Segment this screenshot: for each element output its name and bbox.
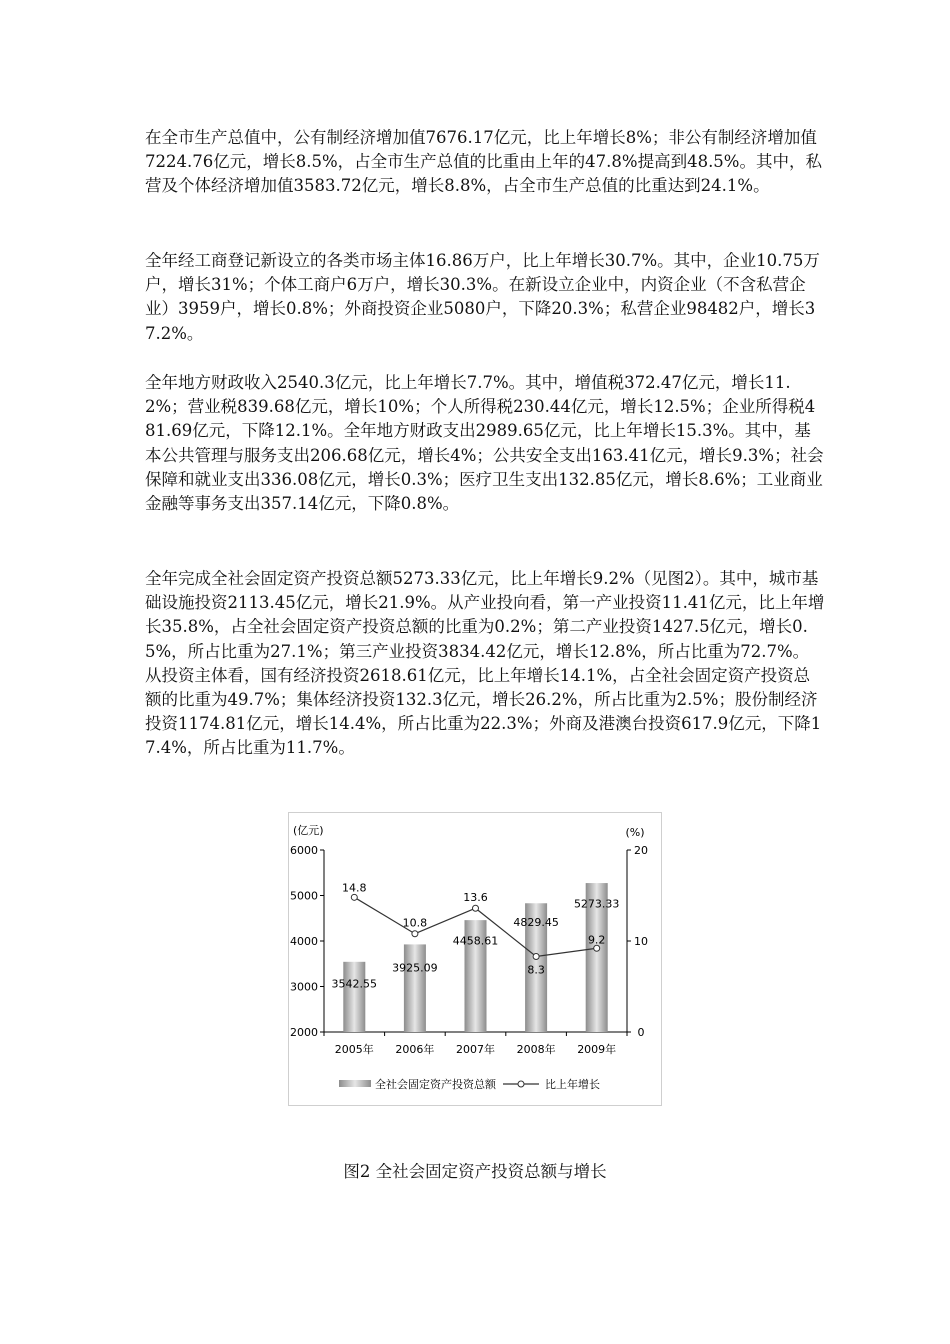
bar-value-label: 4829.45 <box>513 915 559 929</box>
investment-chart-svg <box>289 813 661 1105</box>
left-axis-tick-label: 2000 <box>290 1026 318 1039</box>
bar-2006年 <box>404 944 426 1032</box>
x-axis-category-label: 2006年 <box>395 1043 435 1056</box>
x-axis-category-label: 2007年 <box>456 1043 495 1056</box>
paragraph-fixed-investment: 全年完成全社会固定资产投资总额5273.33亿元，比上年增长9.2%（见图2）。其中，城市基础设施投资2113.45亿元，增长21.9%。从产业投向看，第一产业投资11.41亿元，比上年增长35.8%，占全社会固定资产投资总额的比重为0.2%；第二产业投资1427.5亿元，增长0.5%，所占比重为27.1%；第三产业投资3834.42亿元，增长12.8%，所占比重为72.7%。从投资主体看，国有经济投资2618.61亿元，比上年增长14.1%，占全社会固定资产投资总额的比重为49.7%；集体经济投资132.3亿元，增长26.2%，所占比重为2.5%；股份制经济投资1174.81亿元，增长14.4%，所占比重为22.3%；外商及港澳台投资617.9亿元，下降17.4%，所占比重为11.7%。 <box>145 569 825 758</box>
bar-value-label: 3925.09 <box>392 961 438 975</box>
figure-caption: 图2 全社会固定资产投资总额与增长 <box>343 1162 607 1181</box>
paragraph-public-economy: 在全市生产总值中，公有制经济增加值7676.17亿元，比上年增长8%；非公有制经济增加值7224.76亿元，增长8.5%，占全市生产总值的比重由上年的47.8%提高到48.5%。其中，私营及个体经济增加值3583.72亿元，增长8.8%，占全市生产总值的比重达到24.1%。 <box>145 128 822 196</box>
right-axis-tick-label: 20 <box>634 844 648 857</box>
legend-line-label: 比上年增长 <box>545 1078 600 1091</box>
right-axis-tick-label: 0 <box>637 1026 645 1039</box>
x-axis-category-label: 2008年 <box>516 1043 556 1056</box>
legend-bar-label: 全社会固定资产投资总额 <box>375 1078 496 1091</box>
growth-value-label: 10.8 <box>402 916 428 930</box>
x-axis-category-label: 2005年 <box>334 1043 374 1056</box>
growth-value-label: 8.3 <box>527 963 545 977</box>
growth-point-2007年 <box>473 905 479 911</box>
bar-value-label: 4458.61 <box>452 934 499 948</box>
paragraph-finance: 全年地方财政收入2540.3亿元，比上年增长7.7%。其中，增值税372.47亿元，增长11.2%；营业税839.68亿元，增长10%；个人所得税230.44亿元，增长12.5%；企业所得税481.69亿元，下降12.1%。全年地方财政支出2989.65亿元，比上年增长15.3%。其中，基本公共管理与服务支出206.68亿元，增长4%；公共安全支出163.41亿元，增长9.3%；社会保障和就业支出336.08亿元，增长0.3%；医疗卫生支出132.85亿元，增长8.6%；工业商业金融等事务支出357.14亿元，下降0.8%。 <box>145 373 824 514</box>
right-axis-unit: (%) <box>625 826 645 839</box>
x-axis-category-label: 2009年 <box>577 1043 617 1056</box>
left-axis-tick-label: 5000 <box>290 889 318 903</box>
left-axis-tick-label: 4000 <box>290 935 318 948</box>
growth-value-label: 13.6 <box>463 891 488 905</box>
right-axis-tick-label: 10 <box>634 935 648 948</box>
growth-point-2008年 <box>533 953 539 959</box>
left-axis-unit: (亿元) <box>293 824 324 837</box>
legend-bar-swatch <box>339 1080 371 1087</box>
left-axis-tick-label: 3000 <box>290 980 318 994</box>
investment-chart <box>288 812 662 1106</box>
bar-value-label: 3542.55 <box>331 977 378 991</box>
growth-point-2006年 <box>412 931 418 937</box>
bar-2005年 <box>343 962 365 1032</box>
bar-value-label: 5273.33 <box>573 897 620 911</box>
left-axis-tick-label: 6000 <box>290 844 318 857</box>
paragraph-market-entities: 全年经工商登记新设立的各类市场主体16.86万户，比上年增长30.7%。其中，企业10.75万户，增长31%；个体工商户6万户，增长30.3%。在新设立企业中，内资企业（不含私营企业）3959户，增长0.8%；外商投资企业5080户，下降20.3%；私营企业98482户，增长37.2%。 <box>145 251 820 343</box>
growth-point-2005年 <box>351 894 357 900</box>
growth-value-label: 9.2 <box>587 933 606 947</box>
growth-value-label: 14.8 <box>342 881 367 895</box>
legend-line-marker <box>518 1081 524 1087</box>
